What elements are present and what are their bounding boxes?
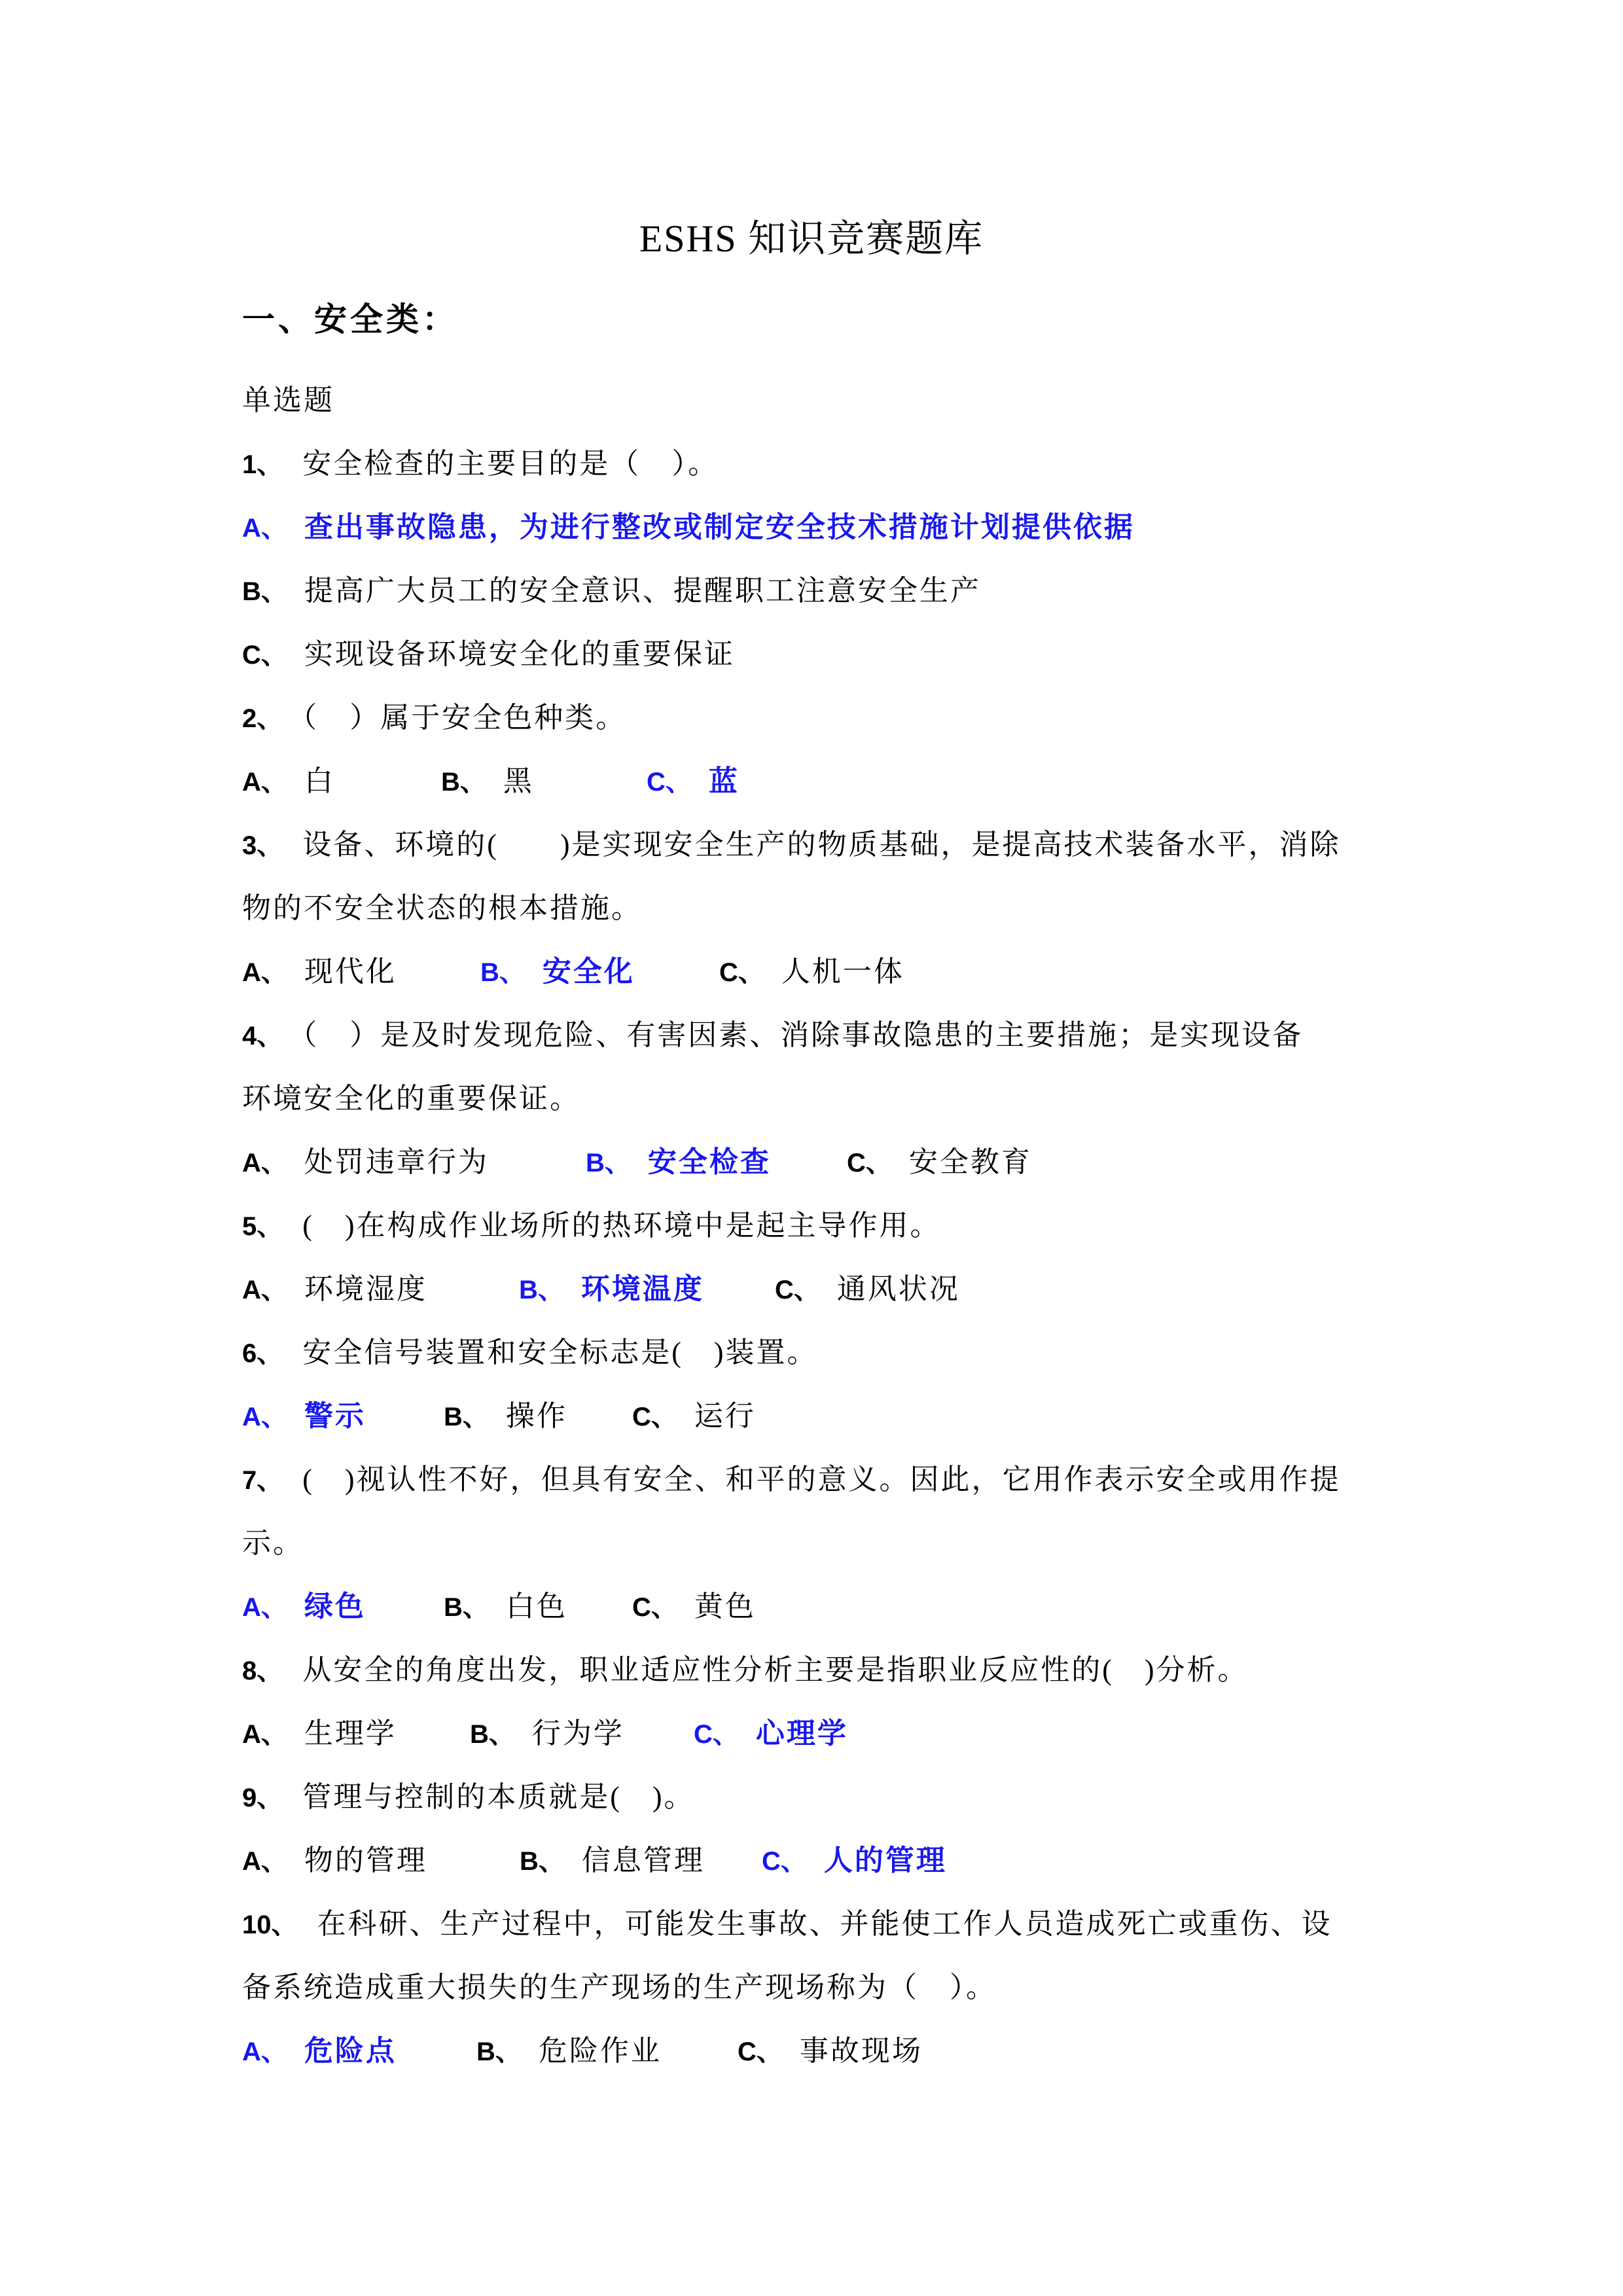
question-7-options bbox=[242, 1575, 1381, 1638]
question-6-option-c bbox=[632, 1384, 756, 1449]
option-text: 通风状况 bbox=[836, 1273, 960, 1305]
option-label: C、 bbox=[632, 1403, 677, 1431]
option-label: C、 bbox=[719, 958, 764, 987]
option-text: 现代化 bbox=[304, 956, 397, 988]
option-text: 人机一体 bbox=[781, 956, 904, 988]
option-label: A、 bbox=[242, 2037, 287, 2066]
option-text: 黑 bbox=[503, 765, 534, 797]
option-label: A、 bbox=[242, 1720, 287, 1749]
option-label: A、 bbox=[242, 768, 287, 797]
question-10-stem bbox=[242, 1892, 1381, 1956]
question-4-stem-text: （ ）是及时发现危险、有害因素、消除事故隐患的主要措施；是实现设备 bbox=[302, 1019, 1304, 1051]
option-text: 生理学 bbox=[304, 1717, 397, 1749]
option-text: 危险作业 bbox=[538, 2035, 662, 2067]
option-label: B、 bbox=[242, 577, 287, 606]
option-label: B、 bbox=[586, 1149, 631, 1177]
question-8-stem bbox=[242, 1638, 1381, 1702]
option-text: 黄色 bbox=[694, 1590, 756, 1623]
option-text: 人的管理 bbox=[823, 1844, 947, 1876]
question-1-stem bbox=[242, 432, 1381, 495]
option-label: A、 bbox=[242, 1403, 287, 1431]
question-6-option-b bbox=[444, 1384, 567, 1449]
option-text: 警示 bbox=[304, 1400, 366, 1432]
option-label: C、 bbox=[242, 641, 287, 670]
question-3-stem-line2 bbox=[242, 876, 1381, 940]
option-label: A、 bbox=[242, 1276, 287, 1304]
question-9-option-c bbox=[762, 1829, 947, 1893]
option-text: 白 bbox=[304, 765, 335, 797]
option-text: 环境温度 bbox=[580, 1273, 704, 1305]
option-text: 处罚违章行为 bbox=[304, 1146, 489, 1178]
option-label: C、 bbox=[847, 1149, 892, 1177]
option-text: 行为学 bbox=[531, 1717, 624, 1749]
question-10-stem-line2 bbox=[242, 1956, 1381, 2019]
question-10-option-b bbox=[476, 2019, 662, 2084]
question-10-options bbox=[242, 2019, 1381, 2083]
option-text: 实现设备环境安全化的重要保证 bbox=[304, 638, 735, 670]
option-text: 提高广大员工的安全意识、提醒职工注意安全生产 bbox=[304, 575, 981, 607]
question-3-option-c bbox=[719, 940, 904, 1005]
question-2-stem bbox=[242, 686, 1381, 749]
question-9-option-b bbox=[520, 1829, 705, 1893]
question-7-stem-line2 bbox=[242, 1511, 1381, 1575]
option-label: B、 bbox=[520, 1847, 565, 1876]
question-8-option-b bbox=[470, 1702, 624, 1767]
question-8-options bbox=[242, 1702, 1381, 1765]
question-4-option-c bbox=[847, 1130, 1032, 1195]
option-text: 环境湿度 bbox=[304, 1273, 427, 1305]
question-2-stem-text: （ ）属于安全色种类。 bbox=[302, 702, 627, 734]
question-3-number: 3、 bbox=[242, 831, 283, 860]
question-6-option-a bbox=[242, 1384, 366, 1449]
option-text: 事故现场 bbox=[799, 2035, 923, 2067]
option-label: B、 bbox=[444, 1403, 489, 1431]
option-label: A、 bbox=[242, 514, 287, 543]
option-label: C、 bbox=[694, 1720, 739, 1749]
question-4-options bbox=[242, 1130, 1381, 1194]
question-9-stem-text: 管理与控制的本质就是( )。 bbox=[302, 1781, 695, 1813]
question-5-option-c bbox=[775, 1257, 960, 1322]
question-4-stem-text-2: 环境安全化的重要保证。 bbox=[242, 1083, 580, 1115]
option-text: 运行 bbox=[694, 1400, 756, 1432]
option-text: 安全检查 bbox=[647, 1146, 771, 1178]
option-label: B、 bbox=[480, 958, 526, 987]
question-2-number: 2、 bbox=[242, 704, 283, 733]
question-4-stem bbox=[242, 1003, 1381, 1067]
question-3-option-a bbox=[242, 940, 397, 1005]
question-1-option-c bbox=[242, 622, 1381, 686]
question-2-option-c bbox=[647, 749, 740, 814]
question-10-number: 10、 bbox=[242, 1910, 298, 1939]
question-3-options bbox=[242, 940, 1381, 1003]
option-label: C、 bbox=[632, 1593, 677, 1622]
question-2-option-b bbox=[441, 749, 534, 814]
option-label: B、 bbox=[441, 768, 486, 797]
question-9-number: 9、 bbox=[242, 1784, 283, 1812]
question-8-stem-text: 从安全的角度出发，职业适应性分析主要是指职业反应性的( )分析。 bbox=[302, 1654, 1249, 1686]
question-10-stem-text-2: 备系统造成重大损失的生产现场的生产现场称为（ ）。 bbox=[242, 1971, 997, 2003]
option-text: 操作 bbox=[505, 1400, 567, 1432]
question-7-number: 7、 bbox=[242, 1466, 283, 1495]
question-7-option-a bbox=[242, 1575, 366, 1640]
option-label: C、 bbox=[762, 1847, 807, 1876]
question-6-stem-text: 安全信号装置和安全标志是( )装置。 bbox=[302, 1336, 818, 1369]
option-text: 查出事故隐患，为进行整改或制定安全技术措施计划提供依据 bbox=[304, 511, 1135, 543]
question-7-stem bbox=[242, 1448, 1381, 1511]
question-1-option-a bbox=[242, 495, 1381, 559]
option-label: A、 bbox=[242, 1847, 287, 1876]
question-7-option-c bbox=[632, 1575, 756, 1640]
question-6-options bbox=[242, 1384, 1381, 1448]
page-title: ESHS 知识竞赛题库 bbox=[639, 217, 984, 260]
question-9-stem bbox=[242, 1765, 1381, 1829]
question-5-option-a bbox=[242, 1257, 427, 1322]
option-text: 信息管理 bbox=[581, 1844, 705, 1876]
option-label: B、 bbox=[470, 1720, 515, 1749]
question-2-option-a bbox=[242, 749, 335, 814]
question-9-options bbox=[242, 1829, 1381, 1892]
question-8-number: 8、 bbox=[242, 1657, 283, 1685]
question-7-stem-text-2: 示。 bbox=[242, 1527, 304, 1559]
option-label: B、 bbox=[444, 1593, 489, 1622]
option-text: 物的管理 bbox=[304, 1844, 427, 1876]
option-text: 安全化 bbox=[542, 956, 635, 988]
option-label: B、 bbox=[476, 2037, 522, 2066]
question-4-stem-line2 bbox=[242, 1067, 1381, 1130]
question-5-stem bbox=[242, 1194, 1381, 1257]
question-4-option-a bbox=[242, 1130, 489, 1195]
question-5-options bbox=[242, 1257, 1381, 1321]
question-5-number: 5、 bbox=[242, 1212, 283, 1241]
question-8-option-a bbox=[242, 1702, 397, 1767]
question-5-option-b bbox=[519, 1257, 704, 1322]
option-text: 危险点 bbox=[304, 2035, 397, 2067]
question-type-label: 单选题 bbox=[242, 384, 334, 416]
option-text: 绿色 bbox=[304, 1590, 366, 1623]
question-6-number: 6、 bbox=[242, 1339, 283, 1368]
option-text: 心理学 bbox=[755, 1717, 848, 1749]
question-10-option-c bbox=[738, 2019, 923, 2084]
question-8-option-c bbox=[694, 1702, 848, 1767]
option-text: 安全教育 bbox=[908, 1146, 1032, 1178]
section-heading: 一、安全类： bbox=[242, 301, 458, 338]
question-6-stem bbox=[242, 1321, 1381, 1384]
question-3-stem bbox=[242, 813, 1381, 876]
question-3-stem-text: 设备、环境的( )是实现安全生产的物质基础，是提高技术装备水平，消除 bbox=[302, 829, 1341, 861]
question-5-stem-text: ( )在构成作业场所的热环境中是起主导作用。 bbox=[302, 1210, 941, 1242]
option-text: 蓝 bbox=[708, 765, 740, 797]
question-3-option-b bbox=[480, 940, 635, 1005]
option-label: C、 bbox=[647, 768, 692, 797]
option-label: A、 bbox=[242, 1593, 287, 1622]
question-10-stem-text: 在科研、生产过程中，可能发生事故、并能使工作人员造成死亡或重伤、设 bbox=[317, 1908, 1332, 1940]
question-4-option-b bbox=[586, 1130, 771, 1195]
option-label: B、 bbox=[519, 1276, 564, 1304]
question-1-stem-text: 安全检查的主要目的是（ ）。 bbox=[302, 448, 719, 480]
question-1-number: 1、 bbox=[242, 450, 283, 479]
question-7-option-b bbox=[444, 1575, 567, 1640]
question-4-number: 4、 bbox=[242, 1022, 283, 1050]
question-10-option-a bbox=[242, 2019, 397, 2084]
option-label: A、 bbox=[242, 1149, 287, 1177]
question-3-stem-text-2: 物的不安全状态的根本措施。 bbox=[242, 892, 642, 924]
option-label: C、 bbox=[738, 2037, 783, 2066]
question-1-option-b bbox=[242, 559, 1381, 622]
option-label: A、 bbox=[242, 958, 287, 987]
option-text: 白色 bbox=[505, 1590, 567, 1623]
question-7-stem-text: ( )视认性不好，但具有安全、和平的意义。因此，它用作表示安全或用作提 bbox=[302, 1463, 1341, 1496]
question-2-options bbox=[242, 749, 1381, 813]
question-9-option-a bbox=[242, 1829, 427, 1893]
option-label: C、 bbox=[775, 1276, 820, 1304]
